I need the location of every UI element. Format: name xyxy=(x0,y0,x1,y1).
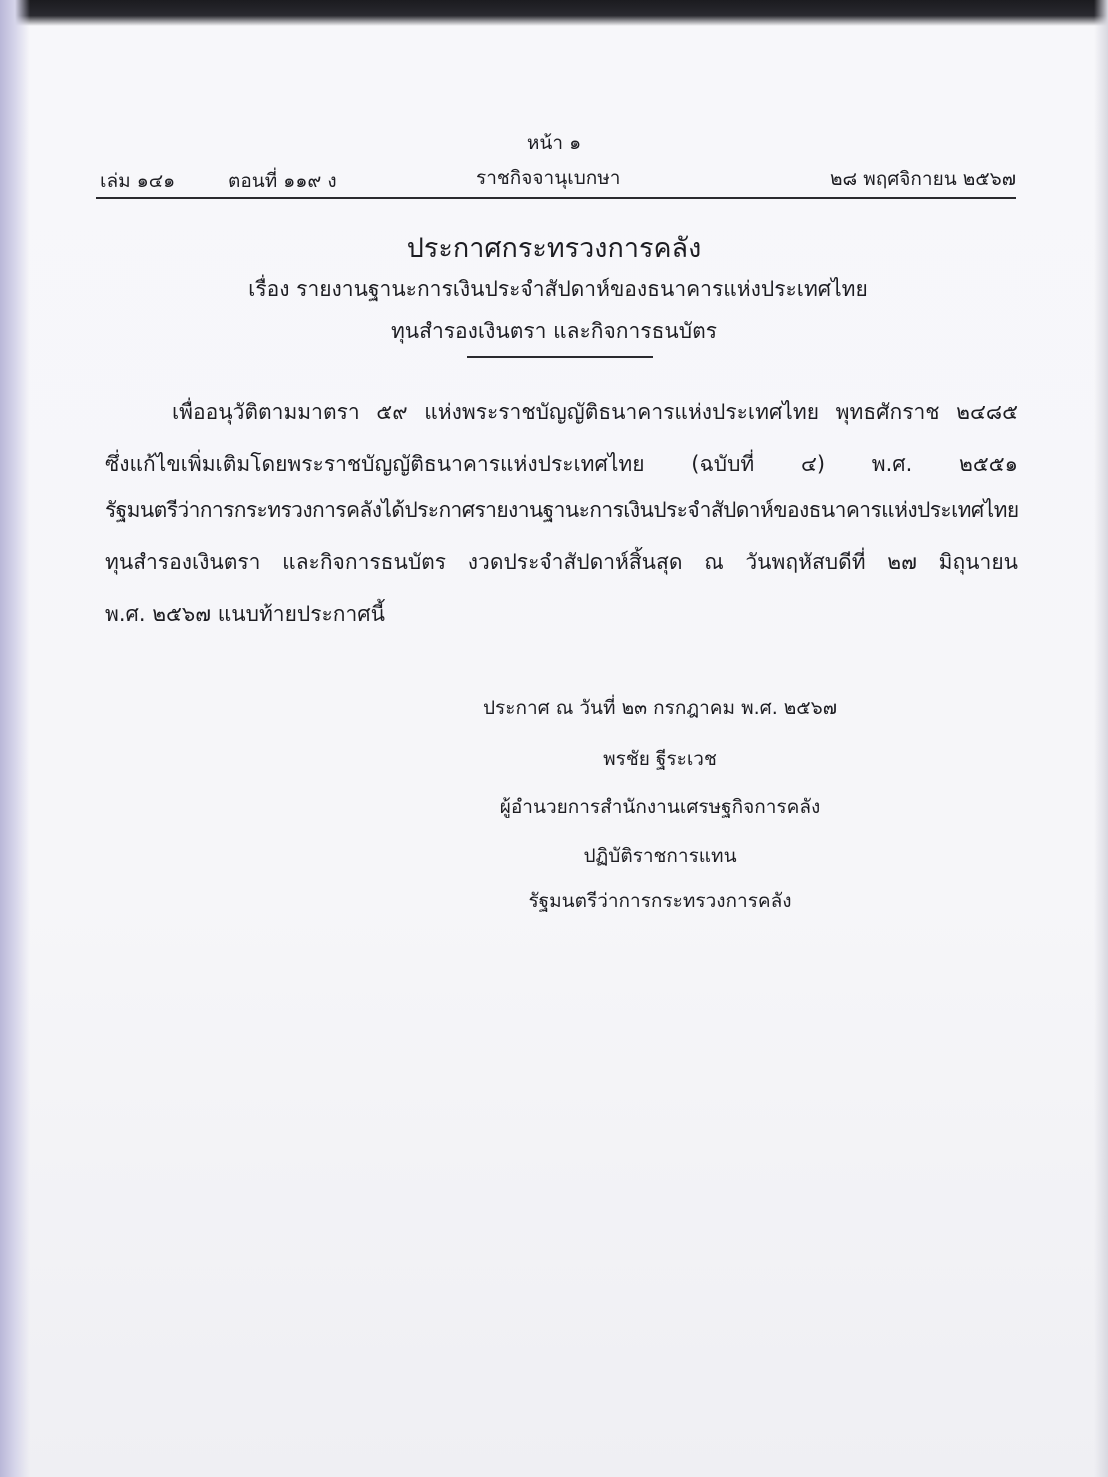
publication-date: ๒๘ พฤศจิกายน ๒๕๖๗ xyxy=(829,168,1016,190)
subject-line-2: ทุนสำรองเงินตรา และกิจการธนบัตร xyxy=(390,319,718,343)
page-number: หน้า ๑ xyxy=(526,132,582,154)
announce-date: ประกาศ ณ วันที่ ๒๓ กรกฎาคม พ.ศ. ๒๕๖๗ xyxy=(482,697,838,719)
section-number: ตอนที่ ๑๑๙ ง xyxy=(228,170,337,192)
body-line-5: พ.ศ. ๒๕๖๗ แนบท้ายประกาศนี้ xyxy=(105,602,385,626)
scan-top-edge xyxy=(0,0,1108,26)
announcement-title: ประกาศกระทรวงการคลัง xyxy=(406,233,702,264)
minister-title: รัฐมนตรีว่าการกระทรวงการคลัง xyxy=(528,890,792,912)
volume-number: เล่ม ๑๔๑ xyxy=(100,170,176,192)
acting-on-behalf: ปฏิบัติราชการแทน xyxy=(583,845,737,867)
body-line-1: เพื่ออนุวัติตามมาตรา ๕๙ แห่งพระราชบัญญัติธนาคารแห่งประเทศไทย พุทธศักราช ๒๔๘๕ xyxy=(172,400,1018,424)
scan-right-shadow xyxy=(1094,0,1108,1477)
scan-left-shadow xyxy=(0,0,30,1477)
header-rule xyxy=(96,197,1016,199)
body-line-3: รัฐมนตรีว่าการกระทรวงการคลังได้ประกาศรายงานฐานะการเงินประจำสัปดาห์ของธนาคารแห่งประเทศไทย xyxy=(105,498,1019,522)
title-rule xyxy=(467,356,653,358)
signatory-name: พรชัย ฐีระเวช xyxy=(603,748,717,770)
subject-line-1: เรื่อง รายงานฐานะการเงินประจำสัปดาห์ของธนาคารแห่งประเทศไทย xyxy=(248,277,868,301)
signatory-position: ผู้อำนวยการสำนักงานเศรษฐกิจการคลัง xyxy=(499,796,821,818)
body-line-4: ทุนสำรองเงินตรา และกิจการธนบัตร งวดประจำสัปดาห์สิ้นสุด ณ วันพฤหัสบดีที่ ๒๗ มิถุนายน xyxy=(105,550,1018,574)
gazette-name: ราชกิจจานุเบกษา xyxy=(476,167,621,189)
body-line-2: ซึ่งแก้ไขเพิ่มเติมโดยพระราชบัญญัติธนาคารแห่งประเทศไทย (ฉบับที่ ๔) พ.ศ. ๒๕๕๑ xyxy=(105,452,1018,476)
